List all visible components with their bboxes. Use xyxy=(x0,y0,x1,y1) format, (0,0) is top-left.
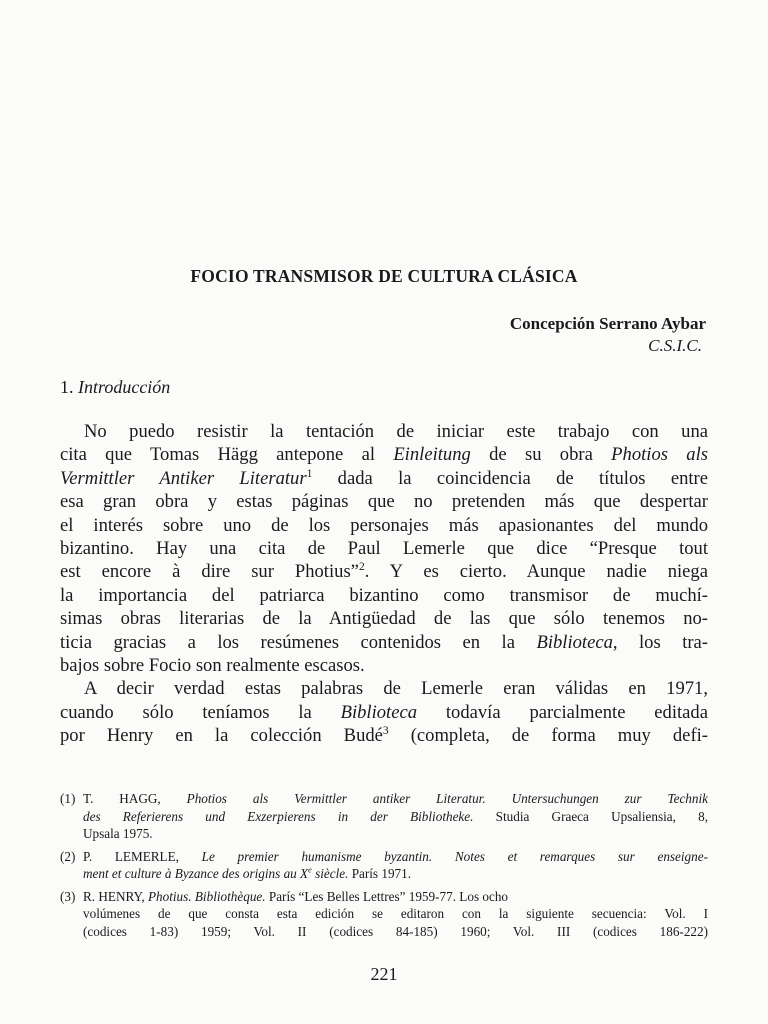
footnote-2: (2) P. LEMERLE, Le premier humanisme byzantin. Notes et remarques sur enseigne- ment et culture à Byzance des origins au Xe siècle. París 1971. xyxy=(60,848,708,881)
body-line: el interés sobre uno de los personajes más apasionantes del mundo xyxy=(60,514,708,536)
body-line: la importancia del patriarca bizantino como transmisor de muchí- xyxy=(60,584,708,606)
body-line: ticia gracias a los resúmenes contenidos en la Biblioteca, los tra- xyxy=(60,631,709,653)
footnote-number: (2) xyxy=(60,848,76,864)
footnote-3: (3) R. HENRY, Photius. Bibliothèque. París “Les Belles Lettres” 1959-77. Los ocho volúmenes de que consta esta edición se editaron con la siguiente secuencia: Vol. I (codices 1-83) 1959; Vol. II (codices 84-185) 1960; Vol. III (codices 186-222) xyxy=(60,888,708,939)
author-affiliation: C.S.I.C. xyxy=(648,336,702,355)
body-line: No puedo resistir la tentación de iniciar este trabajo con una xyxy=(84,421,708,442)
footnote-number: (3) xyxy=(60,888,76,904)
body-line: simas obras literarias de la Antigüedad de las que sólo tenemos no- xyxy=(60,608,708,630)
body-line: Vermittler Antiker Literatur$^1$ dada la coincidencia de títulos entre xyxy=(60,467,708,489)
body-line: A decir verdad estas palabras de Lemerle eran válidas en 1971, xyxy=(84,678,708,700)
footnotes xyxy=(60,790,708,945)
footnote-1: (1) T. HAGG, Photios als Vermittler antiker Literatur. Untersuchungen zur Technik des Referierens und Exzerpierens in der Bibliotheke. Studia Graeca Upsaliensia, 8, Upsala 1975. xyxy=(60,791,709,841)
body-line: cuando sólo teníamos la Biblioteca todavía parcialmente editada xyxy=(60,701,708,723)
footnote-number: (1) xyxy=(60,791,76,806)
body-line: por Henry en la colección Budé$^3$ (completa, de forma muy defi- xyxy=(60,724,708,747)
body-line: cita que Tomas Hägg antepone al Einleitung de su obra Photios als xyxy=(60,444,708,466)
body-line: bizantino. Hay una cita de Paul Lemerle que dice “Presque tout xyxy=(60,537,708,559)
section-number: 1. xyxy=(60,377,74,397)
section-title: Introducción xyxy=(78,377,171,397)
body-line: bajos sobre Focio son realmente escasos. xyxy=(60,654,365,676)
article-title: FOCIO TRANSMISOR DE CULTURA CLÁSICA xyxy=(190,266,578,286)
page-number: 221 xyxy=(370,964,398,984)
section-heading xyxy=(60,377,170,398)
body-line: est encore à dire sur Photius”$^2$. Y es cierto. Aunque nadie niega xyxy=(60,561,708,583)
footnote-ref: 1 xyxy=(306,467,313,480)
body-line: esa gran obra y estas páginas que no pretenden más que despertar xyxy=(60,491,708,513)
footnote-ref: 2 xyxy=(358,561,365,574)
footnote-ref: 3 xyxy=(382,724,389,737)
author-name: Concepción Serrano Aybar xyxy=(509,314,706,333)
body-text xyxy=(60,420,708,747)
